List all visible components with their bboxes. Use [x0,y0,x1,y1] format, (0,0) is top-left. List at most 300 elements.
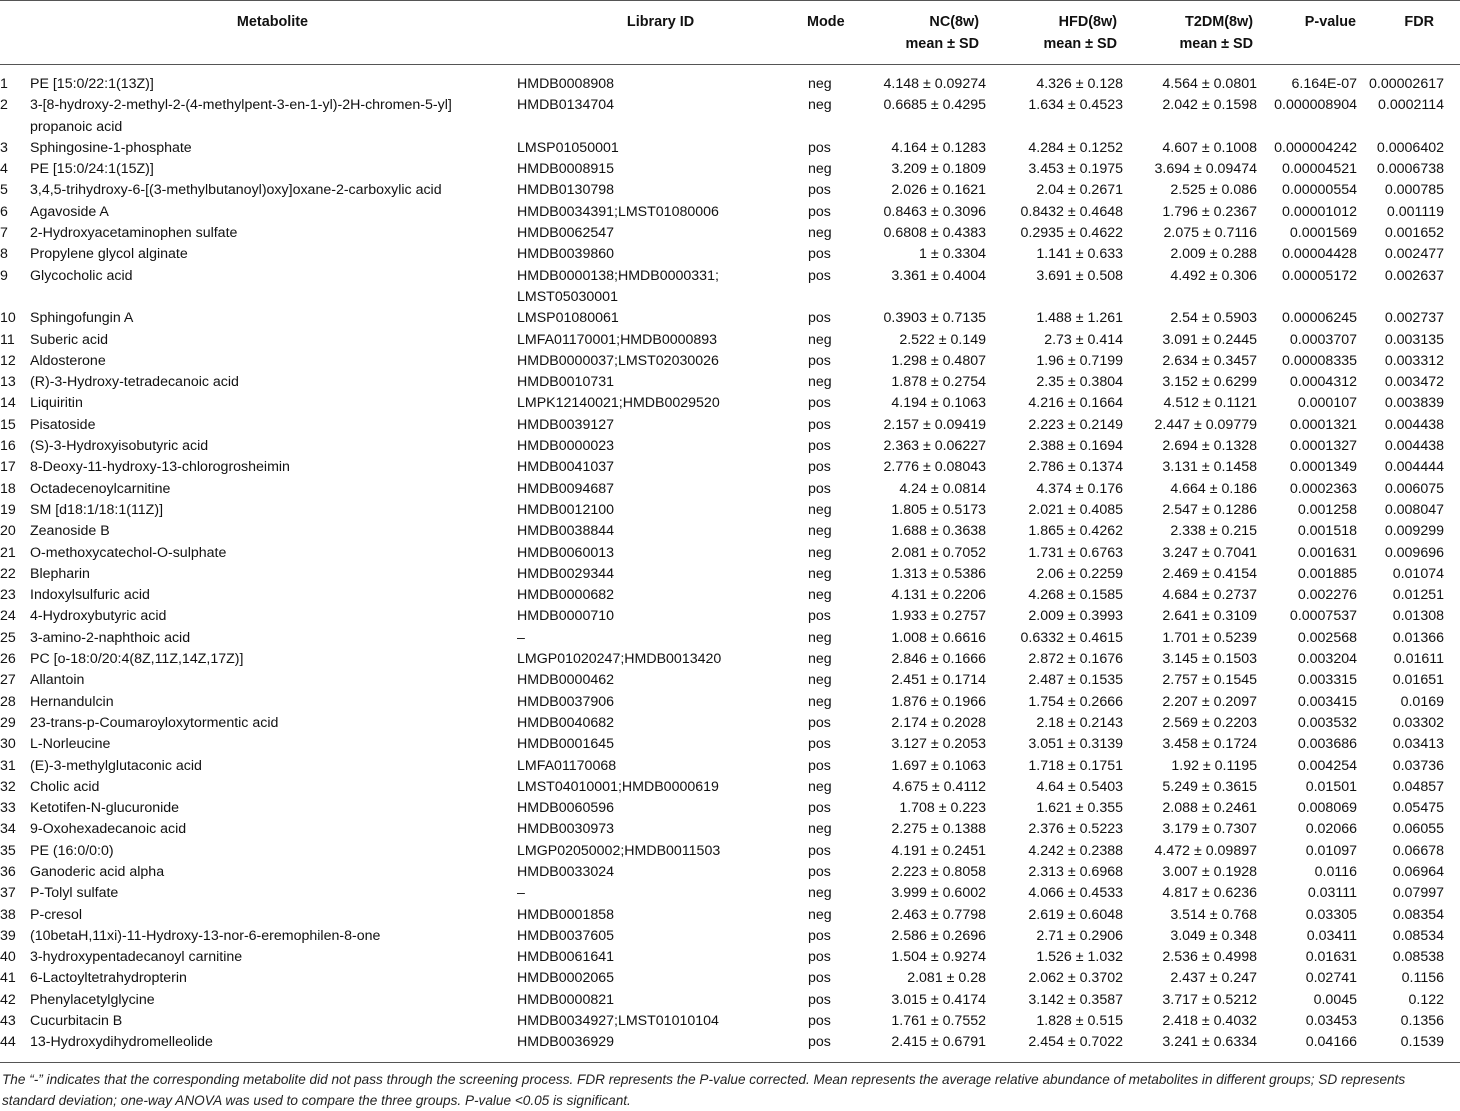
ion-mode: pos [808,842,831,859]
metabolite-name: 3,4,5-trihydroxy-6-[(3-methylbutanoyl)oxy]oxane-2-carboxylic acid [30,182,442,199]
nc-mean-sd: 2.081 ± 0.7052 [891,544,986,561]
table-row [0,606,1460,627]
hfd-mean-sd: 2.021 ± 0.4085 [1028,501,1123,518]
nc-mean-sd: 1.298 ± 0.4807 [891,352,986,369]
nc-mean-sd: 0.8463 ± 0.3096 [883,203,986,220]
fdr-value: 0.006075 [1384,480,1444,497]
t2dm-mean-sd: 2.634 ± 0.3457 [1162,352,1257,369]
hfd-mean-sd: 2.454 ± 0.7022 [1028,1034,1123,1051]
metabolite-name: Suberic acid [30,331,109,348]
hfd-mean-sd: 2.313 ± 0.6968 [1028,863,1123,880]
table-row [0,351,1460,372]
metabolite-name: 6-Lactoyltetrahydropterin [30,970,187,987]
library-id: HMDB0000462 [517,672,615,689]
t2dm-mean-sd: 4.664 ± 0.186 [1170,480,1257,497]
metabolite-name: Pisatoside [30,416,96,433]
fdr-value: 0.0169 [1400,693,1444,710]
ion-mode: pos [808,459,831,476]
t2dm-mean-sd: 2.757 ± 0.1545 [1162,672,1257,689]
row-index: 5 [0,182,8,199]
library-id: LMFA01170001;HMDB0000893 [517,331,718,348]
metabolite-name: PE (16:0/0:0) [30,842,114,859]
fdr-value: 0.001119 [1386,203,1444,220]
header-metabolite: Metabolite [236,14,309,30]
fdr-value: 0.002477 [1384,246,1444,263]
row-index: 25 [0,629,16,646]
ion-mode: pos [808,863,831,880]
metabolite-name: 4-Hydroxybutyric acid [30,608,167,625]
row-index: 28 [0,693,16,710]
library-id: HMDB0000682 [517,587,615,604]
header-nc-line1: NC(8w) [929,14,979,30]
nc-mean-sd: 1.504 ± 0.9274 [891,949,986,966]
fdr-value: 0.07997 [1392,885,1444,902]
ion-mode: neg [808,97,832,114]
library-id: HMDB0060013 [517,544,615,561]
t2dm-mean-sd: 2.641 ± 0.3109 [1162,608,1257,625]
t2dm-mean-sd: 5.249 ± 0.3615 [1162,778,1257,795]
fdr-value: 0.004438 [1384,438,1444,455]
p-value: 0.001258 [1297,501,1357,518]
t2dm-mean-sd: 2.447 ± 0.09779 [1154,416,1257,433]
p-value: 0.00004521 [1282,161,1357,178]
fdr-value: 0.06055 [1392,821,1444,838]
ion-mode: pos [808,991,831,1008]
nc-mean-sd: 4.194 ± 0.1063 [891,395,986,412]
table-row [0,670,1460,691]
nc-mean-sd: 1.697 ± 0.1063 [891,757,986,774]
ion-mode: neg [808,501,832,518]
metabolite-name: Propylene glycol alginate [30,246,188,263]
row-index: 36 [0,863,16,880]
t2dm-mean-sd: 4.607 ± 0.1008 [1162,139,1257,156]
header-t2dm-line1: T2DM(8w) [1185,14,1253,30]
metabolite-name: PE [15:0/24:1(15Z)] [30,161,154,178]
nc-mean-sd: 2.846 ± 0.1666 [891,651,986,668]
hfd-mean-sd: 4.268 ± 0.1585 [1028,587,1123,604]
ion-mode: neg [808,587,832,604]
library-id: HMDB0001858 [517,906,615,923]
row-index: 3 [0,139,8,156]
t2dm-mean-sd: 4.492 ± 0.306 [1170,267,1257,284]
t2dm-mean-sd: 2.547 ± 0.1286 [1162,501,1257,518]
p-value: 6.164E-07 [1291,76,1357,92]
table-row [0,393,1460,414]
header-t2dm-line2: mean ± SD [1179,36,1253,52]
nc-mean-sd: 4.24 ± 0.0814 [899,480,986,497]
hfd-mean-sd: 2.388 ± 0.1694 [1028,438,1123,455]
t2dm-mean-sd: 3.694 ± 0.09474 [1154,161,1257,178]
metabolite-name: Ganoderic acid alpha [30,863,165,880]
table-row [0,500,1460,521]
hfd-mean-sd: 2.223 ± 0.2149 [1028,416,1123,433]
hfd-mean-sd: 1.141 ± 0.633 [1036,246,1123,263]
metabolite-name: 8-Deoxy-11-hydroxy-13-chlorogrosheimin [30,459,290,476]
library-id: HMDB0038844 [517,523,615,540]
row-index: 18 [0,480,16,497]
library-id: HMDB0039860 [517,246,615,263]
row-index: 33 [0,800,16,817]
hfd-mean-sd: 2.04 ± 0.2671 [1036,182,1123,199]
ion-mode: pos [808,203,831,220]
hfd-mean-sd: 1.731 ± 0.6763 [1028,544,1123,561]
hfd-mean-sd: 3.691 ± 0.508 [1036,267,1123,284]
fdr-value: 0.00002617 [1369,76,1444,92]
t2dm-mean-sd: 3.514 ± 0.768 [1170,906,1257,923]
row-index: 43 [0,1013,16,1030]
t2dm-mean-sd: 1.796 ± 0.2367 [1162,203,1257,220]
hfd-mean-sd: 4.284 ± 0.1252 [1028,139,1123,156]
p-value: 0.03305 [1305,906,1357,923]
nc-mean-sd: 4.675 ± 0.4112 [892,778,986,795]
p-value: 0.000004242 [1274,139,1357,156]
library-id: LMSP01080061 [517,310,619,327]
row-index: 17 [0,459,16,476]
p-value: 0.0001569 [1289,225,1357,242]
p-value: 0.0045 [1313,991,1357,1008]
row-index: 35 [0,842,16,859]
p-value: 0.00001012 [1282,203,1357,220]
p-value: 0.0004312 [1289,374,1357,391]
library-id: LMSP01050001 [517,139,619,156]
metabolite-name: Blepharin [30,565,90,582]
t2dm-mean-sd: 2.525 ± 0.086 [1170,182,1257,199]
metabolite-name: Octadecenoylcarnitine [30,480,171,497]
hfd-mean-sd: 0.8432 ± 0.4648 [1020,203,1123,220]
nc-mean-sd: 2.363 ± 0.06227 [883,438,986,455]
table-row [0,777,1460,798]
nc-mean-sd: 4.148 ± 0.09274 [883,76,986,92]
table-row [0,734,1460,755]
table-row [0,905,1460,926]
nc-mean-sd: 3.361 ± 0.4004 [891,267,986,284]
hfd-mean-sd: 2.619 ± 0.6048 [1028,906,1123,923]
library-id: HMDB0001645 [517,736,615,753]
table-row [0,308,1460,329]
ion-mode: neg [808,523,832,540]
nc-mean-sd: 1.313 ± 0.5386 [891,565,986,582]
row-index: 12 [0,352,16,369]
library-id: HMDB0040682 [517,714,615,731]
t2dm-mean-sd: 2.54 ± 0.5903 [1170,310,1257,327]
table-row [0,692,1460,713]
library-id: HMDB0037906 [517,693,615,710]
t2dm-mean-sd: 3.131 ± 0.1458 [1162,459,1257,476]
p-value: 0.003686 [1297,736,1357,753]
p-value: 0.0001349 [1289,459,1357,476]
nc-mean-sd: 1.761 ± 0.7552 [891,1013,986,1030]
table-row [0,862,1460,883]
nc-mean-sd: 1.933 ± 0.2757 [891,608,986,625]
row-index: 15 [0,416,16,433]
fdr-value: 0.03302 [1392,714,1444,731]
hfd-mean-sd: 1.754 ± 0.2666 [1028,693,1123,710]
library-id: HMDB0034391;LMST01080006 [517,203,719,220]
table-row [0,564,1460,585]
hfd-mean-sd: 1.621 ± 0.355 [1036,800,1123,817]
ion-mode: neg [808,906,832,923]
fdr-value: 0.01651 [1392,672,1444,689]
p-value: 0.00004428 [1282,246,1357,263]
header-hfd-line1: HFD(8w) [1058,14,1117,30]
hfd-mean-sd: 1.96 ± 0.7199 [1036,352,1123,369]
nc-mean-sd: 3.127 ± 0.2053 [891,736,986,753]
library-id: HMDB0008915 [517,161,615,178]
p-value: 0.003532 [1297,714,1357,731]
library-id: HMDB0039127 [517,416,615,433]
fdr-value: 0.004444 [1384,459,1444,476]
library-id: HMDB0030973 [517,821,615,838]
fdr-value: 0.01366 [1392,629,1444,646]
fdr-value: 0.06964 [1392,863,1444,880]
fdr-value: 0.08534 [1392,927,1444,944]
ion-mode: pos [808,246,831,263]
fdr-value: 0.004438 [1384,416,1444,433]
library-id: LMPK12140021;HMDB0029520 [517,395,720,412]
hfd-mean-sd: 1.718 ± 0.1751 [1028,757,1123,774]
fdr-value: 0.009696 [1384,544,1444,561]
metabolite-name: Cholic acid [30,778,100,795]
hfd-mean-sd: 2.786 ± 0.1374 [1028,459,1123,476]
t2dm-mean-sd: 3.091 ± 0.2445 [1162,331,1257,348]
nc-mean-sd: 4.164 ± 0.1283 [891,139,986,156]
ion-mode: pos [808,970,831,987]
library-id: HMDB0029344 [517,565,615,582]
t2dm-mean-sd: 2.694 ± 0.1328 [1162,438,1257,455]
row-index: 8 [0,246,8,263]
nc-mean-sd: 0.6808 ± 0.4383 [883,225,986,242]
p-value: 0.003204 [1297,651,1357,668]
metabolite-name: (S)-3-Hydroxyisobutyric acid [30,438,209,455]
t2dm-mean-sd: 2.418 ± 0.4032 [1162,1013,1257,1030]
ion-mode: neg [808,693,832,710]
metabolite-name: Indoxylsulfuric acid [30,587,150,604]
fdr-value: 0.08354 [1392,906,1444,923]
nc-mean-sd: 0.3903 ± 0.7135 [883,310,986,327]
fdr-value: 0.002737 [1384,310,1444,327]
table-row [0,159,1460,180]
library-id: HMDB0061641 [517,949,615,966]
row-index: 37 [0,885,16,902]
ion-mode: pos [808,416,831,433]
metabolite-name: P-cresol [30,906,83,923]
t2dm-mean-sd: 3.458 ± 0.1724 [1162,736,1257,753]
metabolite-name: 2-Hydroxyacetaminophen sulfate [30,225,238,242]
p-value: 0.002568 [1297,629,1357,646]
header-t2dm [1129,1,1265,65]
row-index: 39 [0,927,16,944]
fdr-value: 0.009299 [1384,523,1444,540]
row-index: 30 [0,736,16,753]
t2dm-mean-sd: 3.247 ± 0.7041 [1162,544,1257,561]
table-row [0,1032,1460,1062]
t2dm-mean-sd: 1.701 ± 0.5239 [1162,629,1257,646]
p-value: 0.01501 [1305,778,1357,795]
library-id: HMDB0008908 [517,76,615,92]
fdr-value: 0.01308 [1392,608,1444,625]
t2dm-mean-sd: 3.717 ± 0.5212 [1162,991,1257,1008]
p-value: 0.02066 [1305,821,1357,838]
table-row [0,713,1460,734]
p-value: 0.0001327 [1289,438,1357,455]
row-index: 23 [0,587,16,604]
p-value: 0.02741 [1305,970,1357,987]
table-row [0,841,1460,862]
hfd-mean-sd: 4.64 ± 0.5403 [1036,778,1123,795]
metabolite-name: Phenylacetylglycine [30,991,155,1008]
row-index: 34 [0,821,16,838]
metabolite-name: SM [d18:1/18:1(11Z)] [30,501,164,518]
ion-mode: neg [808,885,832,902]
nc-mean-sd: 2.026 ± 0.1621 [891,182,986,199]
table-row [0,798,1460,819]
fdr-value: 0.0006738 [1376,161,1444,178]
t2dm-mean-sd: 3.007 ± 0.1928 [1162,863,1257,880]
t2dm-mean-sd: 2.207 ± 0.2097 [1162,693,1257,710]
row-index: 14 [0,395,16,412]
row-index: 6 [0,203,8,220]
p-value: 0.0007537 [1289,608,1357,625]
library-id: LMGP02050002;HMDB0011503 [517,842,721,859]
fdr-value: 0.001652 [1384,225,1444,242]
t2dm-mean-sd: 3.145 ± 0.1503 [1162,651,1257,668]
p-value: 0.01631 [1305,949,1357,966]
header-nc [864,1,993,65]
library-id: HMDB0002065 [517,970,615,987]
metabolite-name: 3-amino-2-naphthoic acid [30,629,191,646]
metabolite-name: Cucurbitacin B [30,1013,123,1030]
table-row [0,628,1460,649]
row-index: 41 [0,970,16,987]
nc-mean-sd: 2.081 ± 0.28 [907,970,986,987]
table-row [0,585,1460,606]
p-value: 0.00008335 [1282,352,1357,369]
p-value: 0.004254 [1297,757,1357,774]
hfd-mean-sd: 4.374 ± 0.176 [1036,480,1123,497]
row-index: 40 [0,949,16,966]
t2dm-mean-sd: 2.009 ± 0.288 [1170,246,1257,263]
fdr-value: 0.0002114 [1377,97,1444,114]
nc-mean-sd: 1.876 ± 0.1966 [891,693,986,710]
fdr-value: 0.003135 [1384,331,1444,348]
row-index: 11 [0,331,15,348]
library-id: – [517,629,525,646]
ion-mode: neg [808,225,832,242]
fdr-value: 0.1156 [1401,970,1444,987]
p-value: 0.001518 [1297,523,1357,540]
ion-mode: pos [808,480,831,497]
metabolite-name: P-Tolyl sulfate [30,885,119,902]
t2dm-mean-sd: 2.569 ± 0.2203 [1162,714,1257,731]
row-index: 19 [0,501,16,518]
table-row [0,479,1460,500]
hfd-mean-sd: 3.051 ± 0.3139 [1028,736,1123,753]
nc-mean-sd: 1.805 ± 0.5173 [891,501,986,518]
metabolite-name: Sphingofungin A [30,310,134,327]
table-footnote: The “-” indicates that the corresponding metabolite did not pass through the screening process. FDR represents the P-value corrected. Mean represents the average relative abundance of metabolites in different groups; SD represents standard deviation; one-way ANOVA was used to compare the three groups. P-value <0.05 is significant. [2,1071,1406,1108]
row-index: 13 [0,374,16,391]
nc-mean-sd: 1.708 ± 0.223 [899,800,986,817]
fdr-value: 0.03413 [1392,736,1444,753]
table-row [0,883,1460,904]
table-row [0,244,1460,265]
library-id: HMDB0041037 [517,459,615,476]
p-value: 0.04166 [1305,1034,1357,1051]
library-id: LMFA01170068 [517,757,617,774]
ion-mode: neg [808,565,832,582]
fdr-value: 0.0006402 [1376,139,1444,156]
hfd-mean-sd: 4.242 ± 0.2388 [1028,842,1123,859]
hfd-mean-sd: 1.865 ± 0.4262 [1028,523,1123,540]
ion-mode: pos [808,395,831,412]
table-header [0,1,1460,65]
fdr-value: 0.1539 [1400,1034,1444,1051]
hfd-mean-sd: 2.71 ± 0.2906 [1036,927,1123,944]
library-id: LMST04010001;HMDB0000619 [517,778,719,795]
table-row [0,819,1460,840]
hfd-mean-sd: 4.066 ± 0.4533 [1028,885,1123,902]
table-row [0,436,1460,457]
metabolite-name: L-Norleucine [30,736,111,753]
library-id: HMDB0010731 [517,374,615,391]
metabolite-name: 13-Hydroxydihydromelleolide [30,1034,213,1051]
ion-mode: neg [808,629,832,646]
row-index: 44 [0,1034,16,1051]
fdr-value: 0.01251 [1392,587,1444,604]
row-index: 1 [0,76,8,92]
p-value: 0.008069 [1297,800,1357,817]
library-id: HMDB0134704 [517,97,615,114]
p-value: 0.0002363 [1289,480,1357,497]
p-value: 0.03411 [1306,927,1357,944]
nc-mean-sd: 2.463 ± 0.7798 [891,906,986,923]
nc-mean-sd: 4.131 ± 0.2206 [891,587,986,604]
nc-mean-sd: 2.586 ± 0.2696 [891,927,986,944]
library-id: HMDB0130798 [517,182,615,199]
p-value: 0.01097 [1305,842,1357,859]
ion-mode: neg [808,672,832,689]
ion-mode: pos [808,310,831,327]
t2dm-mean-sd: 3.152 ± 0.6299 [1162,374,1257,391]
header-hfd-line2: mean ± SD [1043,36,1117,52]
metabolite-name: Zeanoside B [30,523,110,540]
nc-mean-sd: 2.776 ± 0.08043 [883,459,986,476]
table-row [0,95,1460,138]
ion-mode: pos [808,352,831,369]
row-index: 38 [0,906,16,923]
hfd-mean-sd: 1.634 ± 0.4523 [1028,97,1123,114]
table-row [0,457,1460,478]
hfd-mean-sd: 1.526 ± 1.032 [1036,949,1123,966]
row-index: 10 [0,310,16,327]
table-row [0,266,1460,309]
ion-mode: pos [808,139,831,156]
library-id: HMDB0012100 [517,501,615,518]
ion-mode: pos [808,927,831,944]
metabolite-name: Aldosterone [30,352,106,369]
p-value: 0.03111 [1307,885,1357,902]
t2dm-mean-sd: 2.088 ± 0.2461 [1162,800,1257,817]
t2dm-mean-sd: 2.469 ± 0.4154 [1162,565,1257,582]
table-row [0,1011,1460,1032]
library-id: HMDB0000821 [517,991,615,1008]
ion-mode: neg [808,161,832,178]
metabolite-name: PC [o-18:0/20:4(8Z,11Z,14Z,17Z)] [30,651,244,668]
hfd-mean-sd: 2.35 ± 0.3804 [1036,374,1123,391]
p-value: 0.00005172 [1282,267,1357,284]
nc-mean-sd: 3.209 ± 0.1809 [891,161,986,178]
fdr-value: 0.003312 [1384,352,1444,369]
